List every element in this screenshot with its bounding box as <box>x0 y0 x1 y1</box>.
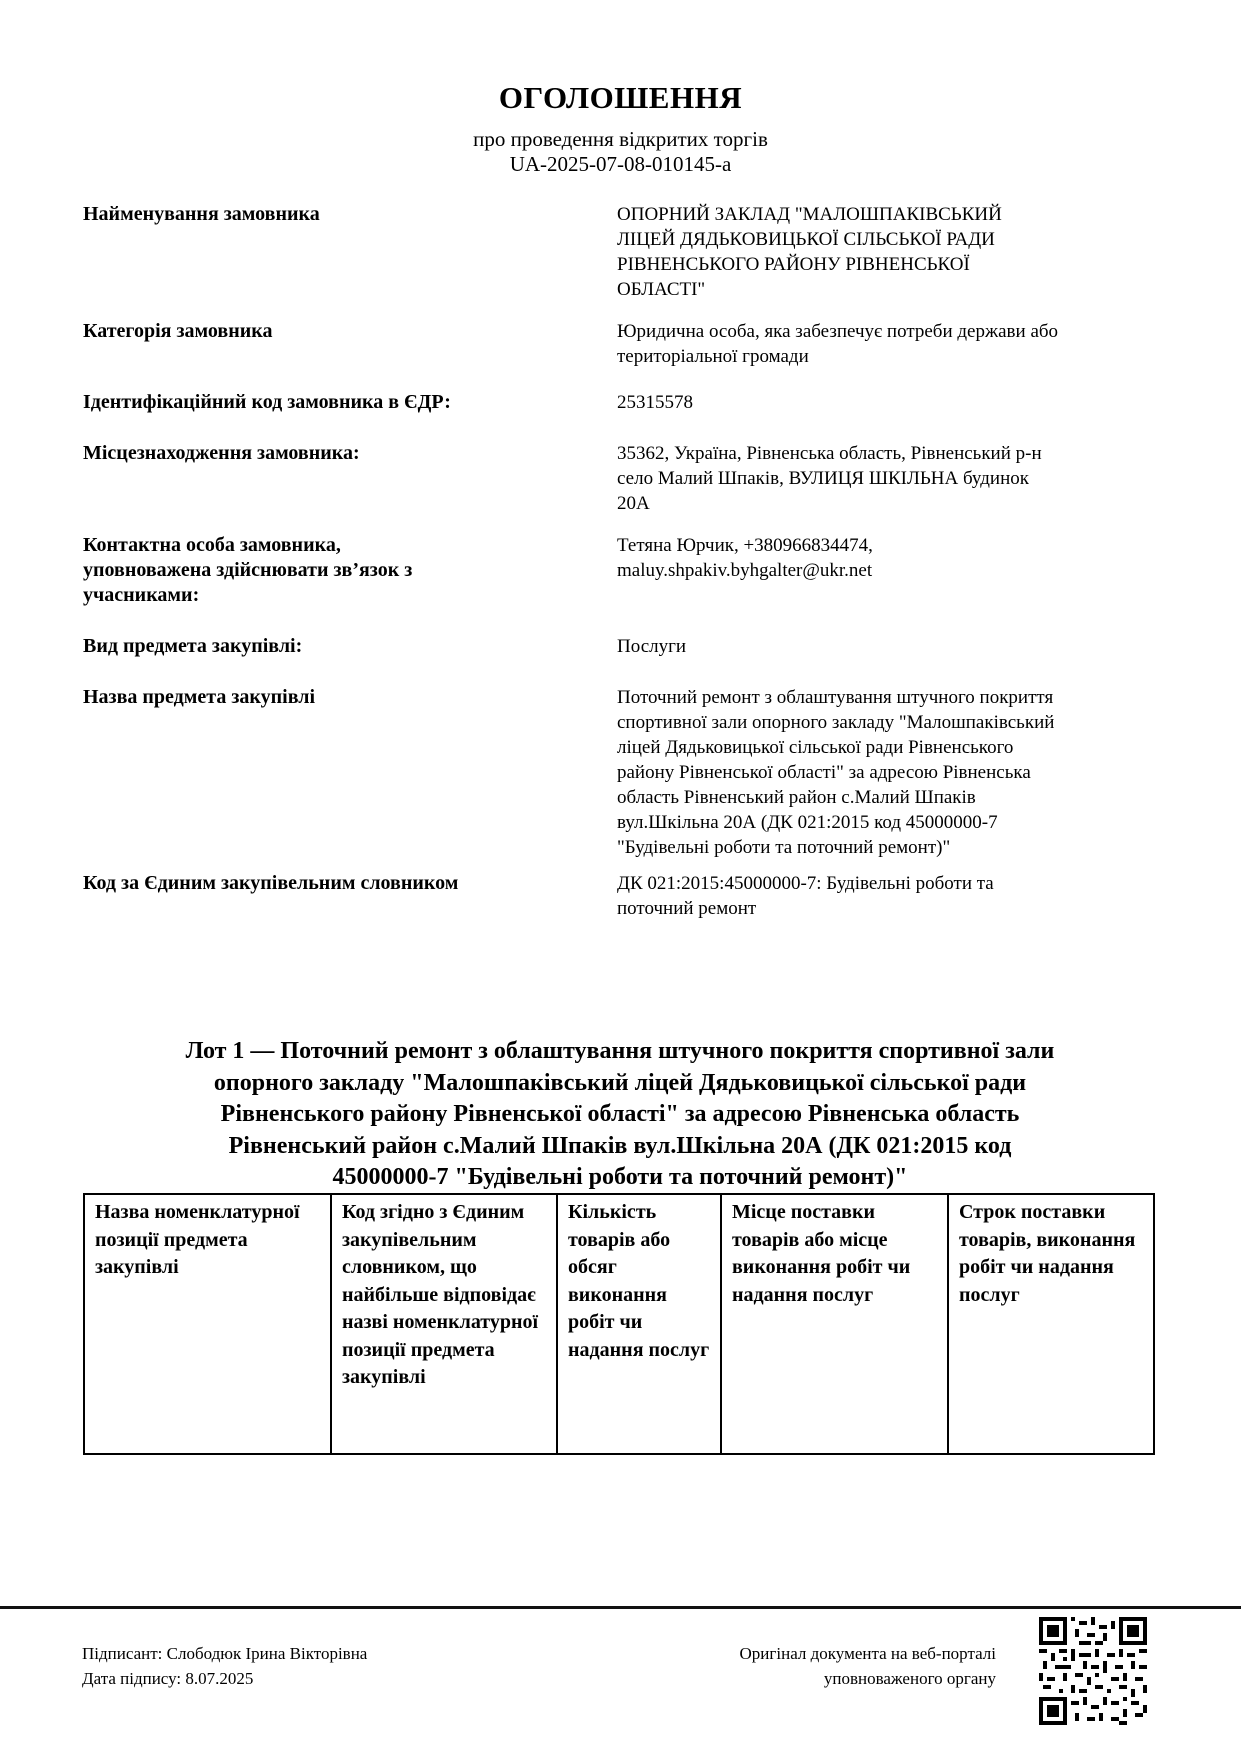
value-line: село Малий Шпаків, ВУЛИЦЯ ШКІЛЬНА будинок <box>617 468 1029 489</box>
field-value <box>617 390 1157 415</box>
value-line: поточний ремонт <box>617 898 757 919</box>
column-header-delivery-term: Строк поставки товарів, виконання робіт чи надання послуг <box>948 1194 1154 1454</box>
footer-divider <box>0 1606 1241 1609</box>
value-line: ЛІЦЕЙ ДЯДЬКОВИЦЬКОЇ СІЛЬСЬКОЇ РАДИ <box>617 229 995 250</box>
field-label: Категорія замовника <box>83 320 273 342</box>
lot-line: 45000000-7 "Будівельні роботи та поточний ремонт)" <box>332 1164 908 1190</box>
value-line: району Рівненської області" за адресою Рівненська <box>617 762 1031 783</box>
value-line: Поточний ремонт з облаштування штучного покриття <box>617 687 1054 708</box>
page-title: ОГОЛОШЕННЯ <box>498 80 743 115</box>
field-label <box>83 533 583 608</box>
value-line: 20А <box>617 493 650 514</box>
field-label: Вид предмета закупівлі: <box>83 635 303 657</box>
field-label: Ідентифікаційний код замовника в ЄДР: <box>83 391 451 413</box>
field-label: Назва предмета закупівлі <box>83 686 316 708</box>
sign-date: Дата підпису: 8.07.2025 <box>82 1669 254 1688</box>
lot-items-table <box>83 1193 1155 1455</box>
field-value <box>617 441 1157 516</box>
column-header-cpv-code: Код згідно з Єдиним закупівельним словником, що найбільше відповідає назві номенклатурної позиції предмета закупівлі <box>331 1194 557 1454</box>
page-subtitle <box>0 127 1241 177</box>
qr-code-icon[interactable] <box>1039 1617 1147 1725</box>
field-value <box>617 533 1157 583</box>
original-note-line: уповноваженого органу <box>823 1669 996 1688</box>
contact-email: maluy.shpakiv.byhgalter@ukr.net <box>617 560 873 581</box>
column-header-quantity: Кількість товарів або обсяг виконання робіт чи надання послуг <box>557 1194 721 1454</box>
field-label: Код за Єдиним закупівельним словником <box>83 872 459 894</box>
lot-heading <box>75 1036 1165 1194</box>
signer-name: Підписант: Слободюк Ірина Вікторівна <box>82 1644 368 1663</box>
table-header-row <box>84 1194 1154 1454</box>
value-line: територіальної громади <box>617 346 809 367</box>
lot-line: опорного закладу "Малошпаківський ліцей Дядьковицької сільської ради <box>213 1069 1027 1096</box>
lot-line: Рівненський район с.Малий Шпаків вул.Шкільна 20А (ДК 021:2015 код <box>228 1132 1012 1159</box>
column-header-delivery-place: Місце поставки товарів або місце виконання робіт чи надання послуг <box>721 1194 948 1454</box>
value-line: ДК 021:2015:45000000-7: Будівельні роботи та <box>617 873 994 894</box>
value-line: "Будівельні роботи та поточний ремонт)" <box>617 837 951 858</box>
original-document-note <box>740 1641 996 1691</box>
value-line: ОПОРНИЙ ЗАКЛАД "МАЛОШПАКІВСЬКИЙ <box>617 204 1002 225</box>
label-line: уповноважена здійснювати зв’язок з <box>83 559 413 581</box>
field-label: Місцезнаходження замовника: <box>83 442 360 464</box>
value-line: Тетяна Юрчик, +380966834474, <box>617 535 873 556</box>
field-value <box>617 871 1157 921</box>
field-value <box>617 319 1157 369</box>
field-label: Найменування замовника <box>83 203 320 225</box>
subtitle-text: про проведення відкритих торгів <box>473 127 768 151</box>
value-line: ОБЛАСТІ" <box>617 279 706 300</box>
value-line: РІВНЕНСЬКОГО РАЙОНУ РІВНЕНСЬКОЇ <box>617 254 970 275</box>
value-line: вул.Шкільна 20А (ДК 021:2015 код 45000000-7 <box>617 812 998 833</box>
original-note-line: Оригінал документа на веб-порталі <box>739 1644 996 1663</box>
value-line: ліцей Дядьковицької сільської ради Рівненського <box>617 737 1014 758</box>
signature-block <box>82 1641 367 1691</box>
value-line: спортивної зали опорного закладу "Малошпаківський <box>617 712 1055 733</box>
value-line: Юридична особа, яка забезпечує потреби держави або <box>617 321 1059 342</box>
column-header-item-name: Назва номенклатурної позиції предмета закупівлі <box>84 1194 331 1454</box>
field-value <box>617 202 1157 302</box>
field-value <box>617 634 1157 659</box>
value-line: Послуги <box>617 636 687 657</box>
field-value <box>617 685 1157 860</box>
label-line: учасниками: <box>83 584 200 606</box>
value-line: 35362, Україна, Рівненська область, Рівненський р-н <box>617 443 1042 464</box>
value-line: 25315578 <box>617 392 693 413</box>
tender-id: UA-2025-07-08-010145-a <box>509 152 732 176</box>
value-line: область Рівненський район с.Малий Шпаків <box>617 787 976 808</box>
label-line: Контактна особа замовника, <box>83 534 341 556</box>
lot-line: Лот 1 — Поточний ремонт з облаштування штучного покриття спортивної зали <box>185 1038 1055 1064</box>
lot-line: Рівненського району Рівненської області" за адресою Рівненська область <box>220 1101 1020 1127</box>
